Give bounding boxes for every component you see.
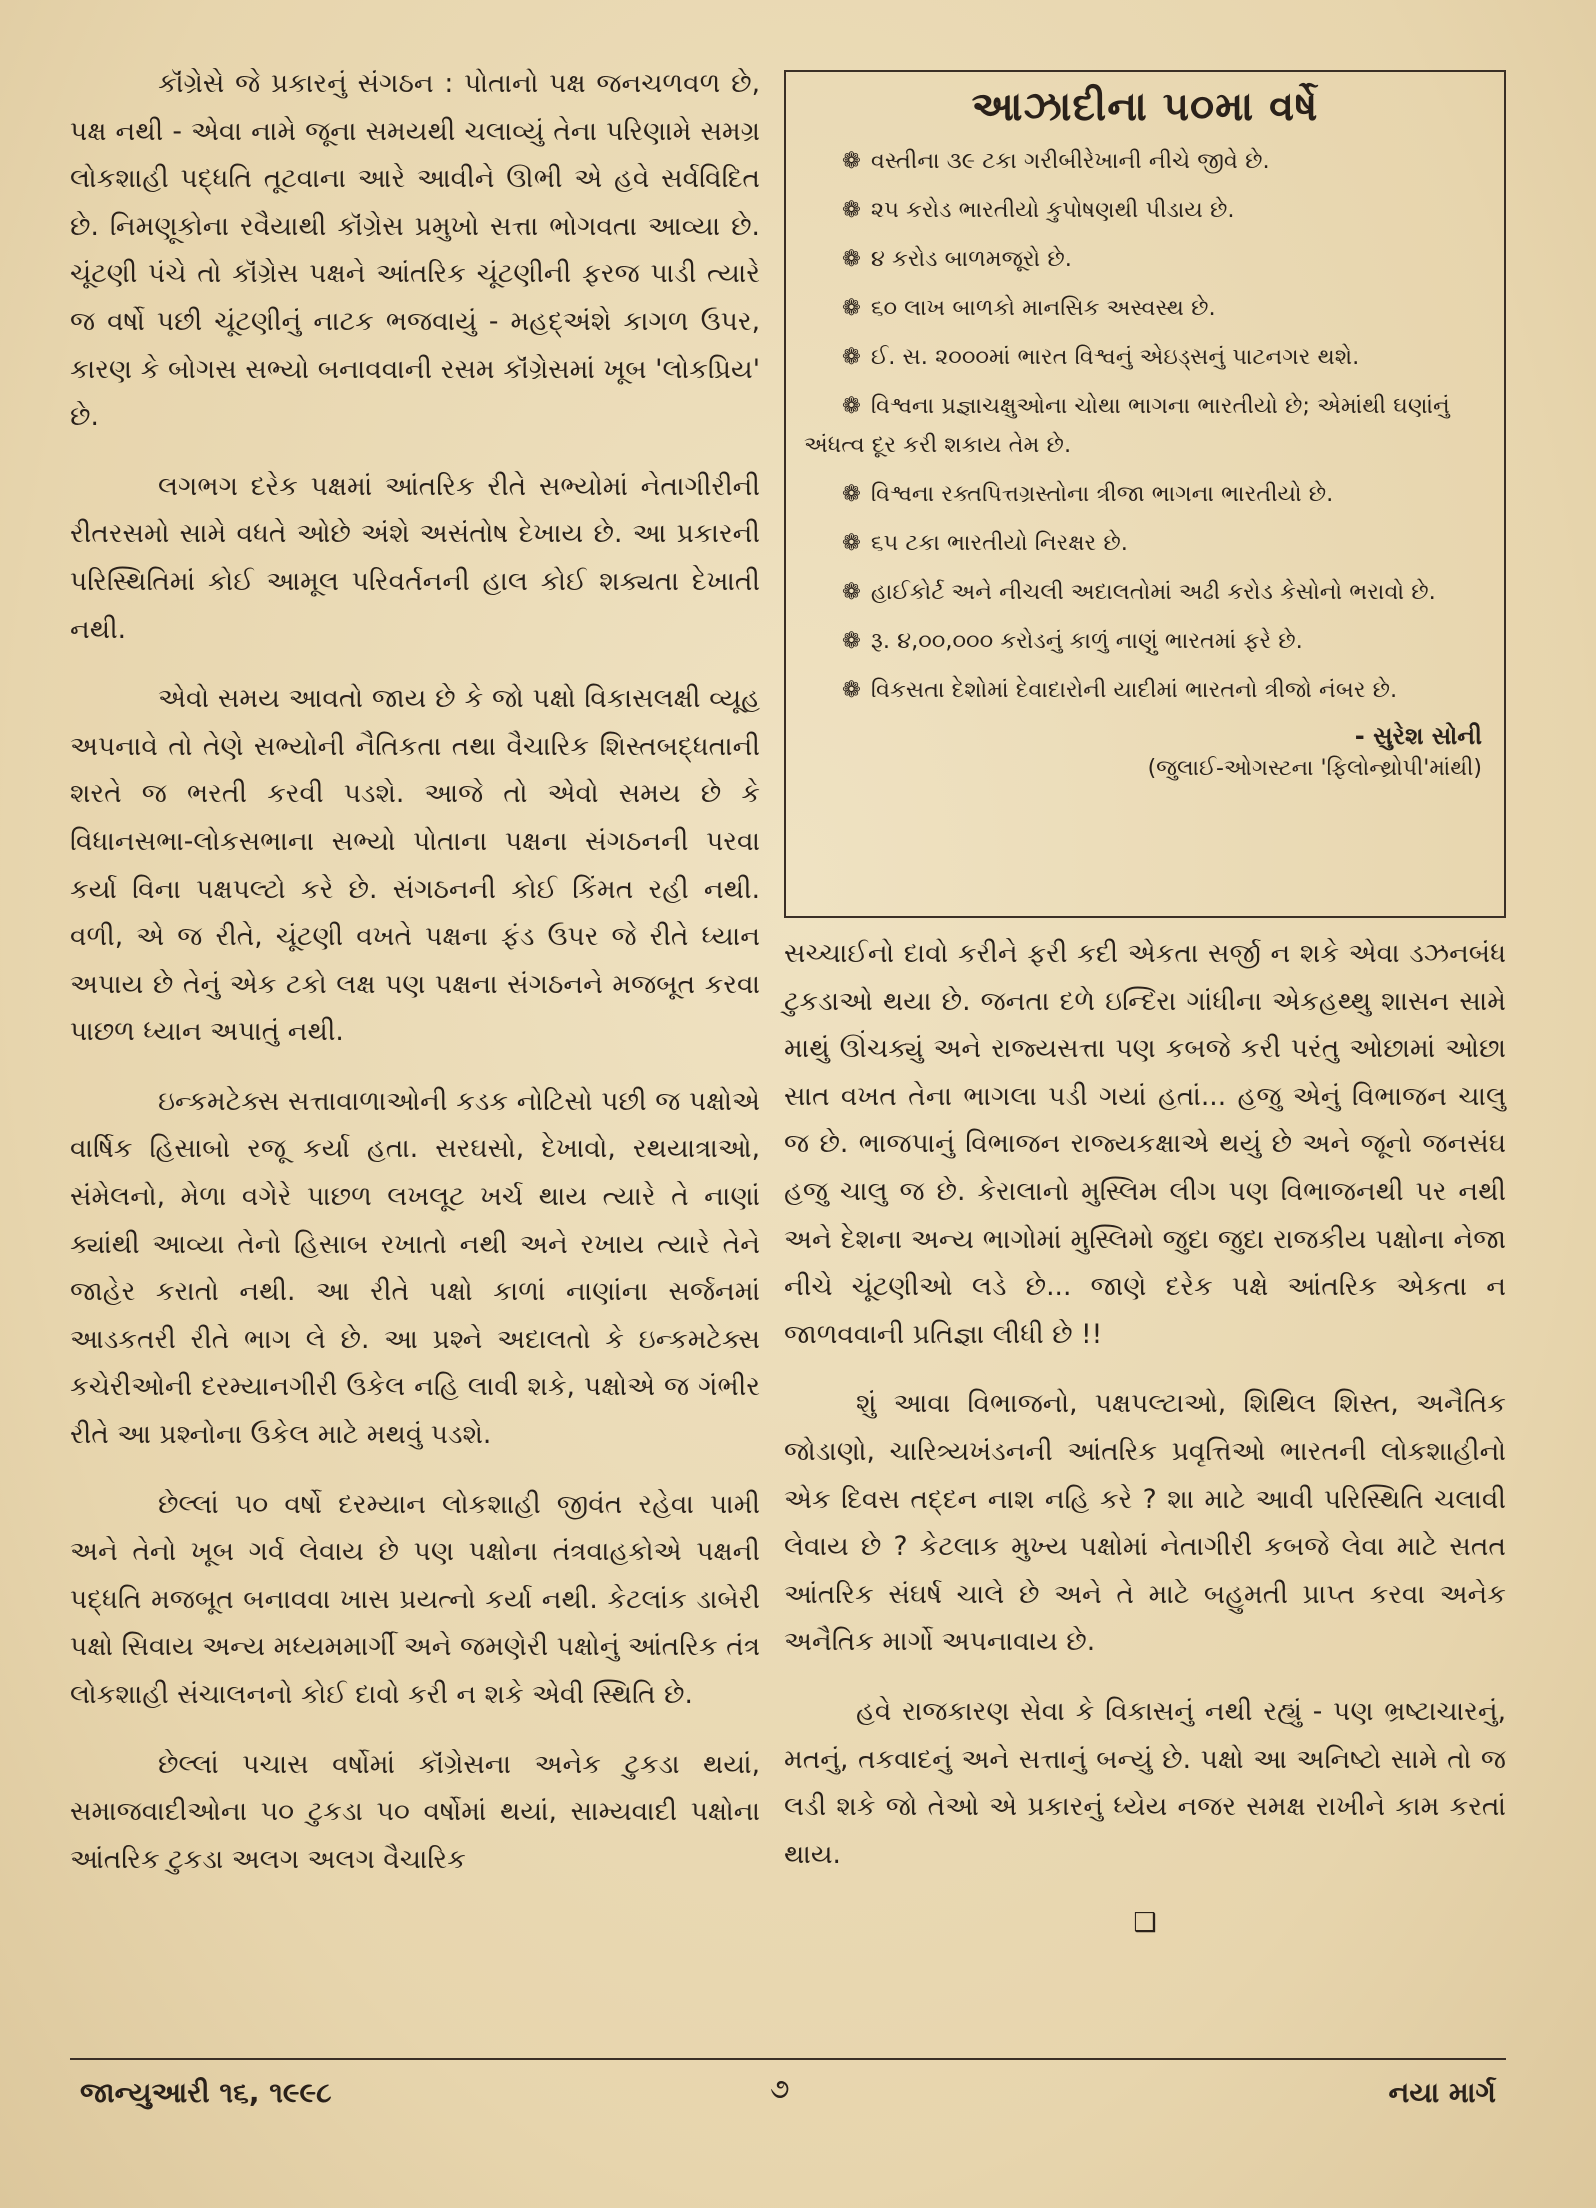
box-title: આઝાદીના ૫૦મા વર્ષે <box>971 84 1319 130</box>
flower-bullet-icon: ❁ <box>842 246 861 272</box>
magazine-name: નયા માર્ગ <box>1388 2076 1496 2109</box>
flower-bullet-icon: ❁ <box>842 677 861 703</box>
paragraph: એવો સમય આવતો જાય છે કે જો પક્ષો વિકાસલક્ષી વ્યૂહ અપનાવે તો તેણે સભ્યોની નૈતિકતા તથા વૈચારિક શિસ્તબદ્ધતાની શરતે જ ભરતી કરવી પડશે. આજે તો એવો સમય છે કે વિધાનસભા-લોકસભાના સભ્યો પોતાના પક્ષના સંગઠનની પરવા કર્યા વિના પક્ષપલ્ટો કરે છે. સંગઠનની કોઈ કિંમત રહી નથી. વળી, એ જ રીતે, ચૂંટણી વખતે પક્ષના ફંડ ઉપર જે રીતે ધ્યાન અપાય છે તેનું એક ટકો લક્ષ પણ પક્ષના સંગઠનને મજબૂત કરવા પાછળ ધ્યાન અપાતું નથી. <box>70 683 760 1048</box>
paragraph: કૉંગ્રેસે જે પ્રકારનું સંગઠન : પોતાનો પક્ષ જનચળવળ છે, પક્ષ નથી - એવા નામે જૂના સમયથી ચલાવ્યું તેના પરિણામે સમગ્ર લોકશાહી પદ્ધતિ તૂટવાના આરે આવીને ઊભી એ હવે સર્વવિદિત છે. નિમણૂકોના રવૈયાથી કૉંગ્રેસ પ્રમુખો સત્તા ભોગવતા આવ્યા છે. ચૂંટણી પંચે તો કૉંગ્રેસ પક્ષને આંતરિક ચૂંટણીની ફરજ પાડી ત્યારે જ વર્ષો પછી ચૂંટણીનું નાટક ભજવાયું - મહદ્અંશે કાગળ ઉપર, કારણ કે બોગસ સભ્યો બનાવવાની રસમ કૉંગ્રેસમાં ખૂબ 'લોકપ્રિય' છે. <box>70 68 760 433</box>
issue-date: જાન્યુઆરી ૧૬, ૧૯૯૮ <box>80 2076 332 2109</box>
flower-bullet-icon: ❁ <box>842 530 861 556</box>
flower-bullet-icon: ❁ <box>842 148 861 174</box>
paragraph: ઇન્કમટેક્સ સત્તાવાળાઓની કડક નોટિસો પછી જ પક્ષોએ વાર્ષિક હિસાબો રજૂ કર્યા હતા. સરઘસો, દેખાવો, રથયાત્રાઓ, સંમેલનો, મેળા વગેરે પાછળ લખલૂટ ખર્ચ થાય ત્યારે તે નાણાં ક્યાંથી આવ્યા તેનો હિસાબ રખાતો નથી અને રખાય ત્યારે તેને જાહેર કરાતો નથી. આ રીતે પક્ષો કાળાં નાણાંના સર્જનમાં આડકતરી રીતે ભાગ લે છે. આ પ્રશ્ને અદાલતો કે ઇન્કમટેક્સ કચેરીઓની દરમ્યાનગીરી ઉકેલ નહિ લાવી શકે, પક્ષોએ જ ગંભીર રીતે આ પ્રશ્નોના ઉકેલ માટે મથવું પડશે. <box>70 1085 760 1451</box>
paragraph: છેલ્લાં પચાસ વર્ષોમાં કૉંગ્રેસના અનેક ટુકડા થયાં, સમાજવાદીઓના ૫૦ ટુકડા ૫૦ વર્ષોમાં થયાં, સામ્યવાદી પક્ષોના આંતરિક ટુકડા અલગ અલગ વૈચારિક <box>70 1748 760 1875</box>
list-item: ❁ ૬૫ ટકા ભારતીયો નિરક્ષર છે. <box>842 530 1128 556</box>
footer-divider <box>70 2058 1506 2060</box>
paragraph: લગભગ દરેક પક્ષમાં આંતરિક રીતે સભ્યોમાં નેતાગીરીની રીતરસમો સામે વધતે ઓછે અંશે અસંતોષ દેખાય છે. આ પ્રકારની પરિસ્થિતિમાં કોઈ આમૂલ પરિવર્તનની હાલ કોઈ શક્યતા દેખાતી નથી. <box>70 470 760 645</box>
list-item: ❁ વિકસતા દેશોમાં દેવાદારોની યાદીમાં ભારતનો ત્રીજો નંબર છે. <box>842 677 1398 703</box>
list-item: ❁ હાઈકોર્ટ અને નીચલી અદાલતોમાં અઢી કરોડ કેસોનો ભરાવો છે. <box>842 579 1436 605</box>
list-item: ❁ ૪ કરોડ બાળમજૂરો છે. <box>842 246 1072 272</box>
flower-bullet-icon: ❁ <box>842 393 861 419</box>
list-item: ❁ ૬૦ લાખ બાળકો માનસિક અસ્વસ્થ છે. <box>842 295 1216 321</box>
flower-bullet-icon: ❁ <box>842 344 861 370</box>
flower-bullet-icon: ❁ <box>842 628 861 654</box>
box-author: - સુરેશ સોની <box>1354 722 1482 750</box>
box-source: (જુલાઈ-ઓગસ્ટના 'ફિલોન્થ્રોપી'માંથી) <box>1147 756 1482 781</box>
right-column <box>784 930 1506 1948</box>
page-footer <box>70 2068 1506 2128</box>
paragraph: સચ્ચાઈનો દાવો કરીને ફરી કદી એકતા સર્જી ન શકે એવા ડઝનબંધ ટુકડાઓ થયા છે. જનતા દળે ઇન્દિરા ગાંધીના એકહથ્થુ શાસન સામે માથું ઊંચક્યું અને રાજ્યસત્તા પણ કબજે કરી પરંતુ ઓછામાં ઓછા સાત વખત તેના ભાગલા પડી ગયાં હતાં... હજુ એનું વિભાજન ચાલુ જ છે. ભાજપાનું વિભાજન રાજ્યકક્ષાએ થયું છે અને જૂનો જનસંઘ હજુ ચાલુ જ છે. કેરાલાનો મુસ્લિમ લીગ પણ વિભાજનથી પર નથી અને દેશના અન્ય ભાગોમાં મુસ્લિમો જુદા જુદા રાજકીય પક્ષોના નેજા નીચે ચૂંટણીઓ લડે છે... જાણે દરેક પક્ષે આંતરિક એકતા ન જાળવવાની પ્રતિજ્ઞા લીધી છે !! <box>784 938 1506 1350</box>
facts-box <box>784 70 1506 918</box>
list-item: ❁ વિશ્વના પ્રજ્ઞાચક્ષુઓના ચોથા ભાગના ભારતીયો છે; એમાંથી ઘણાંનું અંધત્વ દૂર કરી શકાય તેમ છે. <box>804 393 1450 458</box>
flower-bullet-icon: ❁ <box>842 295 861 321</box>
list-item: ❁ ૨૫ કરોડ ભારતીયો કુપોષણથી પીડાય છે. <box>842 197 1235 223</box>
list-item: ❁ ઈ. સ. ૨૦૦૦માં ભારત વિશ્વનું એઇડ્સનું પાટનગર થશે. <box>842 344 1360 370</box>
paragraph: હવે રાજકારણ સેવા કે વિકાસનું નથી રહ્યું - પણ ભ્રષ્ટાચારનું, મતનું, તકવાદનું અને સત્તાનું બન્યું છે. પક્ષો આ અનિષ્ટો સામે તો જ લડી શકે જો તેઓ એ પ્રકારનું ધ્યેય નજર સમક્ષ રાખીને કામ કરતાં થાય. <box>784 1695 1506 1870</box>
paragraph: શું આવા વિભાજનો, પક્ષપલ્ટાઓ, શિથિલ શિસ્ત, અનૈતિક જોડાણો, ચારિત્ર્યખંડનની આંતરિક પ્રવૃત્તિઓ ભારતની લોકશાહીનો એક દિવસ તદ્દન નાશ નહિ કરે ? શા માટે આવી પરિસ્થિતિ ચલાવી લેવાય છે ? કેટલાક મુખ્ય પક્ષોમાં નેતાગીરી કબજે લેવા માટે સતત આંતરિક સંઘર્ષ ચાલે છે અને તે માટે બહુમતી પ્રાપ્ત કરવા અનેક અનૈતિક માર્ગો અપનાવાય છે. <box>784 1388 1506 1658</box>
flower-bullet-icon: ❁ <box>842 197 861 223</box>
flower-bullet-icon: ❁ <box>842 579 861 605</box>
end-square-icon: ❑ <box>1133 1908 1157 1939</box>
page-number: ૭ <box>770 2072 790 2105</box>
flower-bullet-icon: ❁ <box>842 481 861 507</box>
left-column <box>70 60 760 1905</box>
list-item: ❁ રૂ. ૪,૦૦,૦૦૦ કરોડનું કાળું નાણું ભારતમાં ફરે છે. <box>842 628 1303 654</box>
list-item: ❁ વસ્તીના ૩૯ ટકા ગરીબીરેખાની નીચે જીવે છે. <box>842 148 1270 174</box>
list-item: ❁ વિશ્વના રક્તપિત્તગ્રસ્તોના ત્રીજા ભાગના ભારતીયો છે. <box>842 481 1334 507</box>
paragraph: છેલ્લાં ૫૦ વર્ષો દરમ્યાન લોકશાહી જીવંત રહેવા પામી અને તેનો ખૂબ ગર્વ લેવાય છે પણ પક્ષોના તંત્રવાહકોએ પક્ષની પદ્ધતિ મજબૂત બનાવવા ખાસ પ્રયત્નો કર્યા નથી. કેટલાંક ડાબેરી પક્ષો સિવાય અન્ય મધ્યમમાર્ગી અને જમણેરી પક્ષોનું આંતરિક તંત્ર લોકશાહી સંચાલનનો કોઈ દાવો કરી ન શકે એવી સ્થિતિ છે. <box>70 1488 760 1710</box>
